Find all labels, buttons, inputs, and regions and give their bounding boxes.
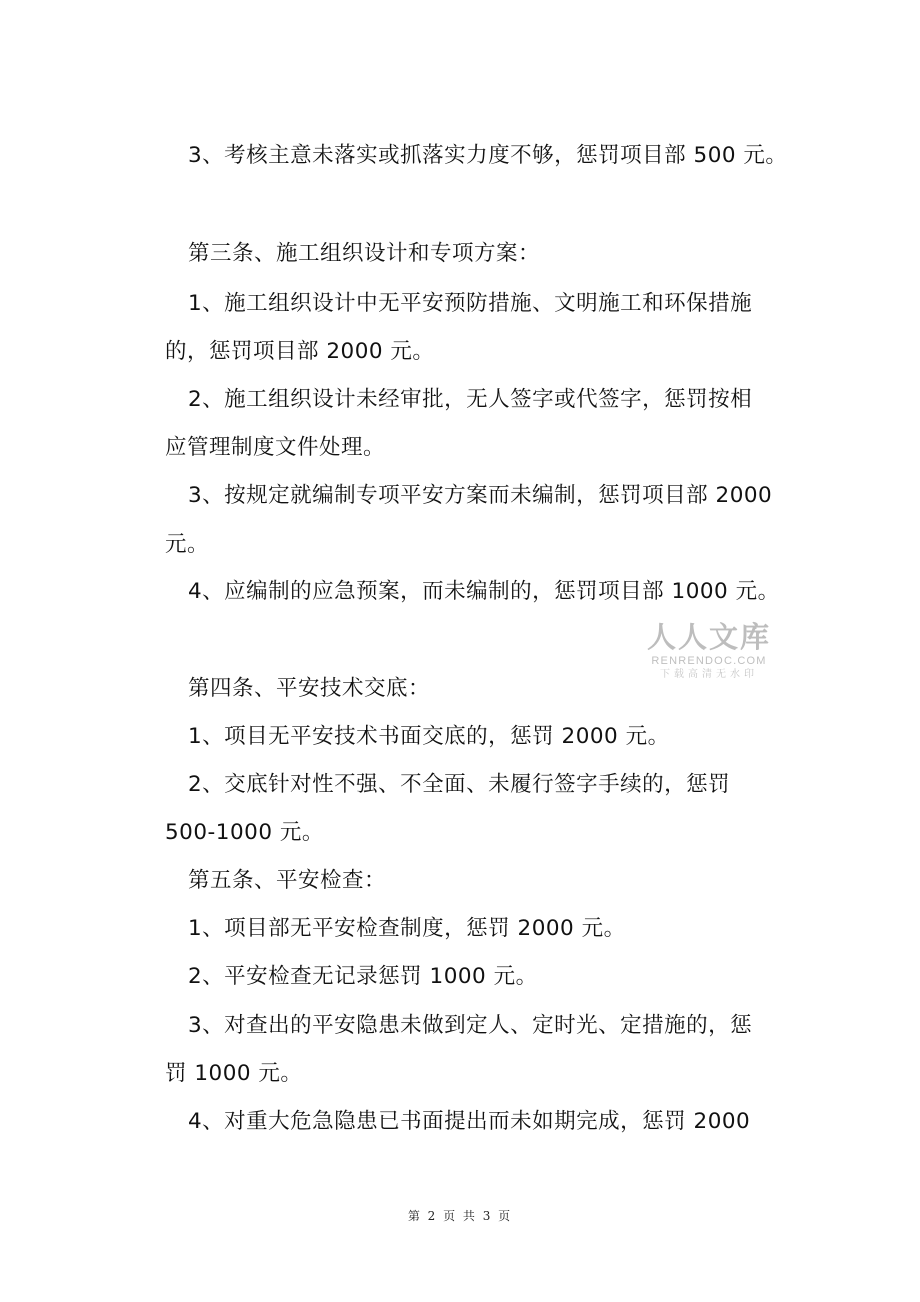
paragraph-line: 1、项目无平安技术书面交底的，惩罚 2000 元。 [188, 724, 670, 749]
watermark-domain: RENRENDOC.COM [651, 655, 767, 667]
section-heading: 第五条、平安检查： [188, 868, 387, 893]
paragraph-line: 4、对重大危急隐患已书面提出而未如期完成，惩罚 2000 [188, 1109, 751, 1134]
paragraph-line: 应管理制度文件处理。 [165, 435, 386, 460]
watermark-slogan: 下载高清无水印 [660, 669, 758, 680]
paragraph-line: 的，惩罚项目部 2000 元。 [165, 339, 435, 364]
paragraph-line: 3、按规定就编制专项平安方案而未编制，惩罚项目部 2000 [188, 483, 773, 508]
paragraph-line: 3、对查出的平安隐患未做到定人、定时光、定措施的，惩 [188, 1013, 753, 1038]
page-number-footer: 第 2 页 共 3 页 [407, 1209, 513, 1223]
paragraph-line: 2、交底针对性不强、不全面、未履行签字手续的，惩罚 [188, 772, 731, 797]
paragraph-line: 1、项目部无平安检查制度，惩罚 2000 元。 [188, 916, 626, 941]
watermark-title: 人人文库 [646, 620, 771, 654]
paragraph-line: 1、施工组织设计中无平安预防措施、文明施工和环保措施 [188, 291, 753, 316]
section-heading: 第四条、平安技术交底： [188, 676, 431, 701]
paragraph-line: 2、平安检查无记录惩罚 1000 元。 [188, 964, 538, 989]
paragraph-line: 500-1000 元。 [165, 820, 324, 845]
watermark-logo [642, 620, 776, 682]
paragraph-line: 罚 1000 元。 [165, 1061, 303, 1086]
paragraph-line: 2、施工组织设计未经审批，无人签字或代签字，惩罚按相 [188, 387, 753, 412]
paragraph-line: 3、考核主意未落实或抓落实力度不够，惩罚项目部 500 元。 [188, 143, 788, 168]
section-heading: 第三条、施工组织设计和专项方案： [188, 241, 541, 266]
paragraph-line: 元。 [165, 532, 210, 557]
paragraph-line: 4、应编制的应急预案，而未编制的，惩罚项目部 1000 元。 [188, 579, 780, 604]
